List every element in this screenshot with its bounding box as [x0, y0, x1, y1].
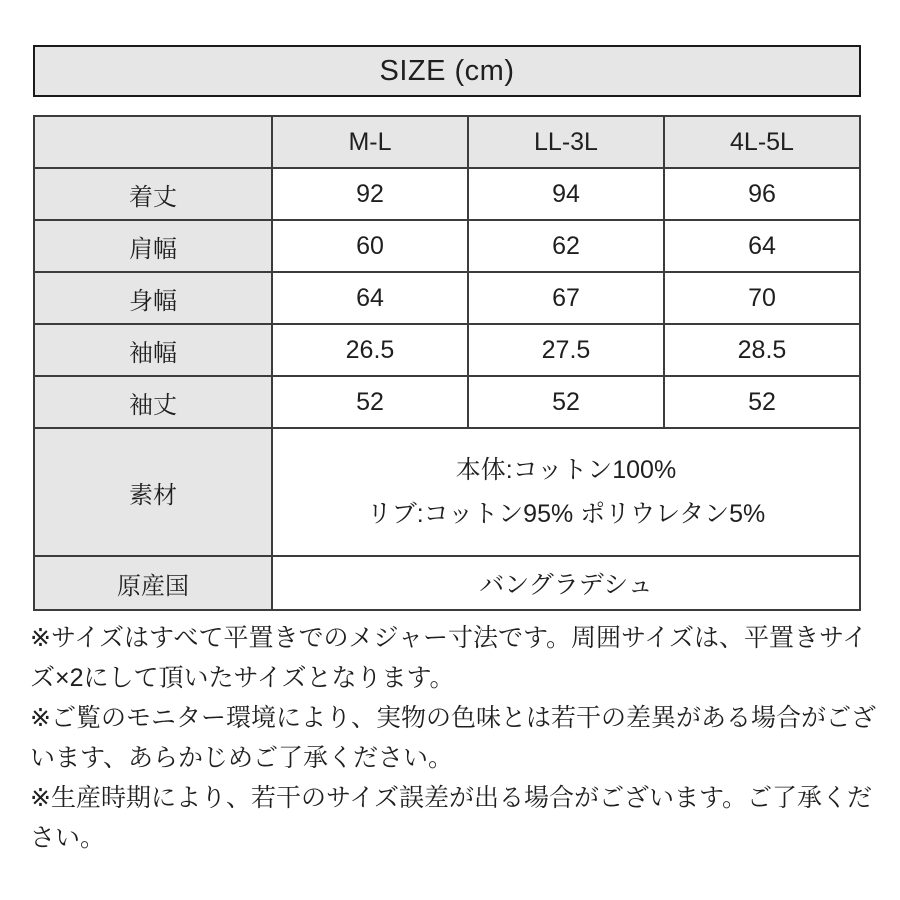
size-value-cell: 52: [664, 376, 860, 428]
size-value-cell: 52: [272, 376, 468, 428]
origin-row: [34, 556, 860, 610]
table-row: [34, 220, 860, 272]
note-measurement: ※サイズはすべて平置きでのメジャー寸法です。周囲サイズは、平置きサイズ×2にして頂いたサイズとなります。: [30, 624, 868, 692]
size-value-cell: 67: [468, 272, 664, 324]
row-label: 袖幅: [34, 324, 272, 376]
size-value-cell: 27.5: [468, 324, 664, 376]
material-line-rib: リブ:コットン95% ポリウレタン5%: [366, 500, 766, 528]
row-label: 原産国: [34, 556, 272, 610]
size-value-cell: 94: [468, 168, 664, 220]
table-row: [34, 376, 860, 428]
size-value-cell: 52: [468, 376, 664, 428]
size-value-cell: 60: [272, 220, 468, 272]
size-col-header: LL-3L: [468, 116, 664, 168]
origin-value-cell: バングラデシュ: [272, 556, 860, 610]
size-value-cell: 64: [664, 220, 860, 272]
note-production-tolerance: ※生産時期により、若干のサイズ誤差が出る場合がございます。ご了承ください。: [30, 784, 872, 852]
disclaimer-notes: [30, 618, 878, 858]
row-label: 袖丈: [34, 376, 272, 428]
corner-cell: [34, 116, 272, 168]
size-chart-title: SIZE (cm): [33, 45, 861, 97]
size-col-header: M-L: [272, 116, 468, 168]
row-label: 肩幅: [34, 220, 272, 272]
size-value-cell: 96: [664, 168, 860, 220]
size-table: [33, 115, 861, 611]
table-row: [34, 324, 860, 376]
size-table-header-row: [34, 116, 860, 168]
row-label: 身幅: [34, 272, 272, 324]
size-value-cell: 70: [664, 272, 860, 324]
row-label: 着丈: [34, 168, 272, 220]
table-row: [34, 168, 860, 220]
size-value-cell: 62: [468, 220, 664, 272]
note-monitor-color: ※ご覧のモニター環境により、実物の色味とは若干の差異がある場合がございます、あらかじめご了承ください。: [30, 704, 876, 772]
size-value-cell: 92: [272, 168, 468, 220]
table-row: [34, 272, 860, 324]
size-col-header: 4L-5L: [664, 116, 860, 168]
size-value-cell: 26.5: [272, 324, 468, 376]
size-value-cell: 28.5: [664, 324, 860, 376]
material-line-main: 本体:コットン100%: [455, 456, 677, 484]
row-label: 素材: [34, 428, 272, 556]
size-value-cell: 64: [272, 272, 468, 324]
material-row: [34, 428, 860, 556]
material-value-cell: [272, 428, 860, 556]
